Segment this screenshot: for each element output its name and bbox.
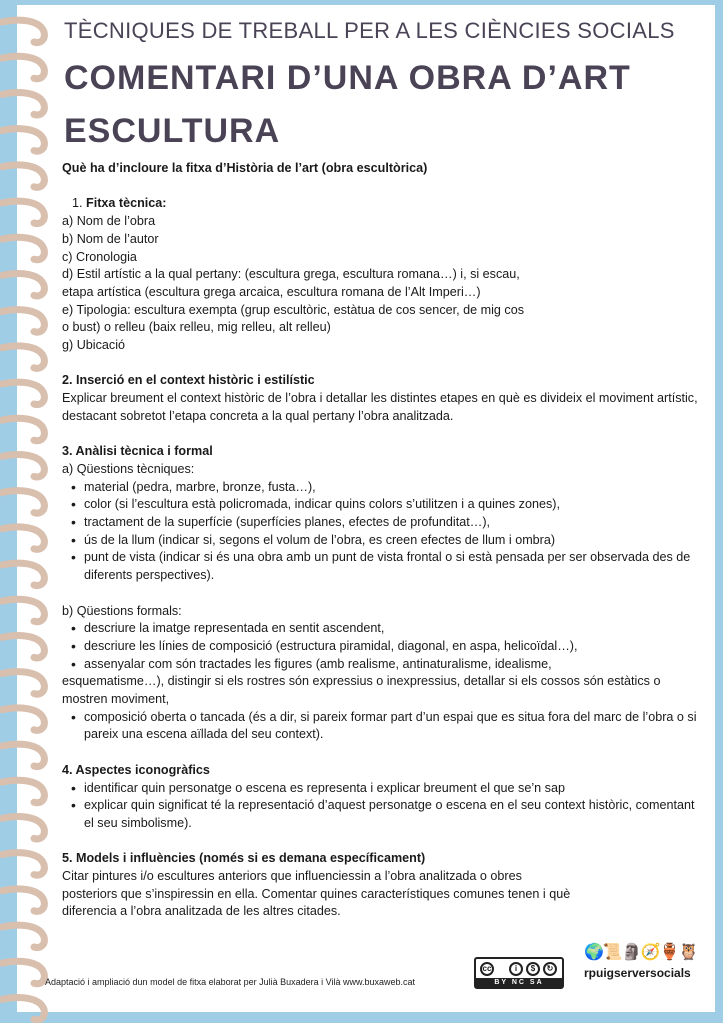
list-item: • punt de vista (indicar si és una obra amb un punt de vista frontal o si està pensada per ser observada des de diferents perspectives). bbox=[84, 549, 702, 584]
binding-ring bbox=[2, 20, 44, 42]
section1-line: d) Estil artístic a la qual pertany: (escultura grega, escultura romana…) i, si escau, bbox=[62, 267, 520, 282]
section5-heading: 5. Models i influències (només si es demana específicament) bbox=[62, 851, 426, 866]
section1-title: Fitxa tècnica: bbox=[86, 196, 167, 211]
spiral-binding bbox=[0, 0, 60, 1023]
person-icon: i bbox=[509, 962, 523, 976]
footer-credit: Adaptació i ampliació dun model de fitxa elaborat per Julià Buxadera i Vilà www.buxaweb.cat bbox=[45, 977, 416, 987]
binding-ring bbox=[2, 93, 44, 115]
list-item: • material (pedra, marbre, bronze, fusta…), bbox=[84, 479, 702, 497]
binding-ring bbox=[2, 418, 44, 440]
binding-ring bbox=[2, 672, 44, 694]
list-item: • descriure la imatge representada en sentit ascendent, bbox=[84, 620, 702, 638]
section1-line: e) Tipologia: escultura exempta (grup escultòric, estàtua de cos sencer, de mig cos bbox=[62, 302, 525, 317]
binding-ring bbox=[2, 165, 44, 187]
brand-icons: 🌍📜🗿🧭🏺🦉 bbox=[584, 944, 698, 961]
binding-ring bbox=[2, 527, 44, 549]
list-item: • tractament de la superfície (superfícies planes, efectes de profunditat…), bbox=[84, 514, 702, 532]
binding-ring bbox=[2, 346, 44, 368]
document-body bbox=[62, 18, 702, 921]
creative-commons-badge[interactable] bbox=[474, 957, 564, 989]
binding-ring bbox=[2, 201, 44, 223]
section1-heading bbox=[62, 195, 702, 213]
section3-a-label: a) Qüestions tècniques: bbox=[62, 461, 195, 476]
noncommercial-icon: $ bbox=[526, 962, 540, 976]
intro-heading: Què ha d’incloure la fitxa d’Història de l’art (obra escultòrica) bbox=[62, 161, 428, 175]
title-line-1: COMENTARI D’UNA OBRA D’ART bbox=[64, 59, 631, 97]
binding-ring bbox=[2, 599, 44, 621]
binding-ring bbox=[2, 563, 44, 585]
binding-ring bbox=[2, 998, 44, 1020]
formal-list bbox=[62, 620, 702, 673]
section5-line: Citar pintures i/o escultures anteriors que influenciessin a l’obra analitzada o obres bbox=[62, 869, 522, 884]
binding-ring bbox=[2, 780, 44, 802]
formal-list-2 bbox=[62, 709, 702, 744]
binding-ring bbox=[2, 817, 44, 839]
binding-ring bbox=[2, 237, 44, 259]
section2-heading: 2. Inserció en el context històric i estilístic bbox=[62, 373, 315, 388]
binding-ring bbox=[2, 455, 44, 477]
list-item: • explicar quin significat té la representació d’aquest personatge o escena en el seu context històric, comentant el seu simbolisme). bbox=[84, 797, 702, 832]
page-subtitle: TÈCNIQUES DE TREBALL PER A LES CIÈNCIES SOCIALS bbox=[64, 18, 675, 43]
binding-ring bbox=[2, 744, 44, 766]
list-item: • identificar quin personatge o escena es representa i explicar breument el que se’n sap bbox=[84, 780, 702, 798]
section5-line: posteriors que s’inspiressin en ella. Comentar quines característiques comunes tenen i què bbox=[62, 886, 571, 901]
iconography-list bbox=[62, 780, 702, 833]
section1-line: c) Cronologia bbox=[62, 249, 137, 264]
license-label: BY NC SA bbox=[476, 978, 562, 987]
sharealike-icon: ↻ bbox=[543, 962, 557, 976]
section1-line: g) Ubicació bbox=[62, 338, 125, 353]
page-title bbox=[64, 52, 702, 158]
binding-ring bbox=[2, 708, 44, 730]
technical-list bbox=[62, 479, 702, 585]
binding-ring bbox=[2, 491, 44, 513]
binding-ring bbox=[2, 925, 44, 947]
section5-line: diferencia a l’obra analitzada de les altres citades. bbox=[62, 904, 341, 919]
binding-ring bbox=[2, 274, 44, 296]
list-item: • ús de la llum (indicar si, segons el volum de l’obra, es creen efectes de llum i ombra) bbox=[84, 532, 702, 550]
brand-logo[interactable] bbox=[584, 942, 702, 980]
section1-line: b) Nom de l’autor bbox=[62, 231, 159, 246]
binding-ring bbox=[2, 56, 44, 78]
binding-ring bbox=[2, 889, 44, 911]
section3-heading: 3. Anàlisi tècnica i formal bbox=[62, 444, 213, 459]
cc-icon: cc bbox=[480, 962, 494, 976]
binding-ring bbox=[2, 961, 44, 983]
section1-line: o bust) o relleu (baix relleu, mig relleu, alt relleu) bbox=[62, 320, 331, 335]
brand-name: rpuigserversocials bbox=[584, 966, 691, 980]
binding-ring bbox=[2, 853, 44, 875]
section4-heading: 4. Aspectes iconogràfics bbox=[62, 762, 210, 777]
title-line-2: ESCULTURA bbox=[64, 112, 281, 150]
section1-line: etapa artística (escultura grega arcaica, escultura romana de l’Alt Imperi…) bbox=[62, 284, 481, 299]
section2-text: Explicar breument el context històric de l’obra i detallar les distintes etapes en què es divideix el moviment artístic, destacant sobretot l’etapa concreta a la qual pertany l’obra analitzada. bbox=[62, 391, 698, 423]
list-item: • composició oberta o tancada (és a dir, si pareix formar part d’un espai que es situa fora del marc de l’obra o si pareix una escena aïllada del seu context). bbox=[84, 709, 702, 744]
section1-line: a) Nom de l’obra bbox=[62, 214, 156, 229]
list-item: • descriure les línies de composició (estructura piramidal, diagonal, en aspa, helicoïdal…), bbox=[84, 638, 702, 656]
list-item: • color (si l’escultura està policromada, indicar quins colors s’utilitzen i a quines zones), bbox=[84, 496, 702, 514]
binding-ring bbox=[2, 310, 44, 332]
section1-number: 1. bbox=[72, 196, 83, 211]
section3-b-label: b) Qüestions formals: bbox=[62, 603, 182, 618]
formal-list-continuation: esquematisme…), distingir si els rostres són expressius o inexpressius, detallar si els cossos són estàtics o mostren moviment, bbox=[62, 674, 661, 707]
binding-ring bbox=[2, 636, 44, 658]
list-item: • assenyalar com són tractades les figures (amb realisme, antinaturalisme, idealisme, bbox=[84, 656, 702, 674]
binding-ring bbox=[2, 129, 44, 151]
binding-ring bbox=[2, 382, 44, 404]
